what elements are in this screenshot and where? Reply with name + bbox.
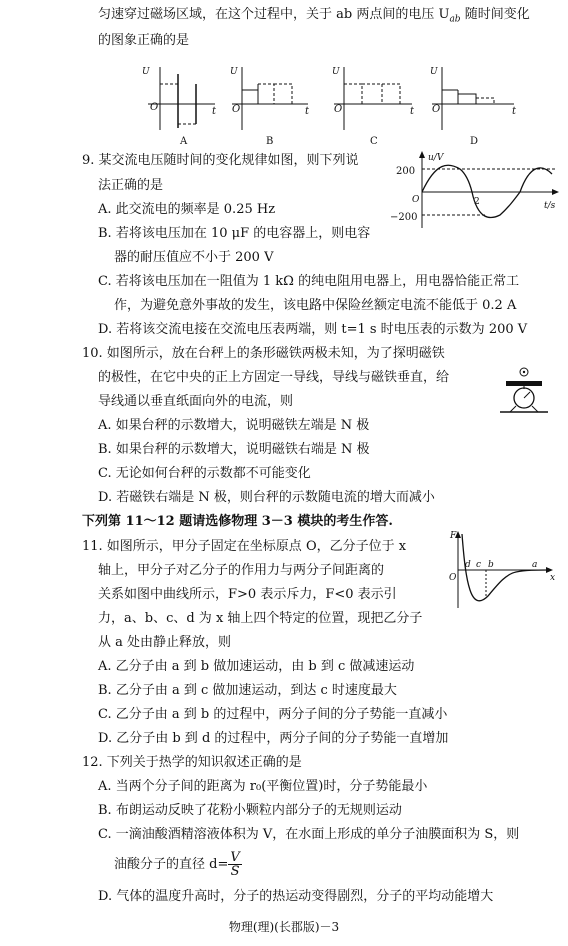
q11-stem-line4: 力，a、b、c、d 为 x 轴上四个特定的位置，现把乙分子 bbox=[98, 611, 423, 626]
q9-option-d: D. 若将该交流电接在交流电压表两端，则 t=1 s 时电压表的示数为 200 V bbox=[98, 322, 528, 337]
svg-text:O: O bbox=[432, 104, 441, 115]
q11-option-a: A. 乙分子由 a 到 b 做加速运动，由 b 到 c 做减速运动 bbox=[98, 659, 415, 674]
svg-text:C: C bbox=[370, 136, 378, 147]
svg-text:200: 200 bbox=[396, 166, 416, 177]
q10-option-d: D. 若磁铁右端是 N 极，则台秤的示数随电流的增大而减小 bbox=[98, 490, 435, 505]
svg-text:F: F bbox=[450, 531, 457, 541]
q8-stem-line1: 匀速穿过磁场区域，在这个过程中，关于 ab 两点间的电压 $U_{ab}$ 随时间变化 bbox=[98, 7, 530, 25]
q11-force-graph bbox=[446, 530, 556, 612]
q11-option-d: D. 乙分子由 b 到 d 的过程中，两分子间的分子势能一直增加 bbox=[98, 731, 449, 746]
q10-option-c: C. 无论如何台秤的示数都不可能变化 bbox=[98, 466, 311, 481]
q9-option-b-line2: 器的耐压值应不小于 200 V bbox=[114, 250, 274, 265]
svg-text:d: d bbox=[465, 560, 471, 570]
q9-option-c-line1: C. 若将该电压加在一阻值为 1 kΩ 的纯电阻用电器上，用电器恰能正常工 bbox=[98, 274, 520, 289]
q12-stem: 12. 下列关于热学的知识叙述正确的是 bbox=[82, 755, 302, 770]
q9-sine-graph bbox=[390, 150, 561, 232]
svg-text:c: c bbox=[476, 560, 482, 570]
svg-text:t/s: t/s bbox=[544, 201, 556, 211]
q9-stem-line1: 9. 某交流电压随时间的变化规律如图，则下列说 bbox=[82, 153, 359, 168]
q8-graph-a bbox=[140, 62, 220, 147]
q12-option-a: A. 当两个分子间的距离为 r₀(平衡位置)时，分子势能最小 bbox=[98, 779, 428, 794]
svg-text:a: a bbox=[532, 560, 538, 570]
q11-option-c: C. 乙分子由 a 到 b 的过程中，两分子间的分子势能一直减小 bbox=[98, 707, 448, 722]
svg-text:x: x bbox=[550, 573, 556, 583]
svg-text:O: O bbox=[232, 104, 241, 115]
q9-option-a: A. 此交流电的频率是 0.25 Hz bbox=[98, 202, 276, 217]
svg-text:u/V: u/V bbox=[428, 153, 444, 163]
svg-text:U: U bbox=[230, 67, 238, 77]
svg-text:−200: −200 bbox=[390, 212, 418, 223]
svg-text:O: O bbox=[150, 102, 159, 113]
q12-option-c-line2: 油酸分子的直径 d= $\frac{V}{S}$ bbox=[114, 850, 240, 879]
q10-option-b: B. 如果台秤的示数增大，说明磁铁右端是 N 极 bbox=[98, 442, 370, 457]
q8-graph-b bbox=[228, 62, 310, 147]
svg-text:t: t bbox=[410, 106, 415, 117]
q8-stem-line2: 的图象正确的是 bbox=[98, 33, 190, 48]
svg-text:U: U bbox=[142, 67, 150, 77]
q8-graph-d bbox=[428, 62, 518, 147]
q12-option-d: D. 气体的温度升高时，分子的热运动变得剧烈，分子的平均动能增大 bbox=[98, 889, 494, 904]
svg-text:t: t bbox=[305, 106, 310, 117]
q10-stem-line3: 导线通以垂直纸面向外的电流，则 bbox=[98, 394, 294, 409]
page-footer: 物理(理)(长郡版)－3 bbox=[228, 920, 340, 934]
q12-option-c-line1: C. 一滴油酸酒精溶液体积为 V，在水面上形成的单分子油膜面积为 S，则 bbox=[98, 827, 520, 842]
q12-option-b: B. 布朗运动反映了花粉小颗粒内部分子的无规则运动 bbox=[98, 803, 402, 818]
q9-stem-line2: 法正确的是 bbox=[98, 178, 164, 193]
q10-stem-line2: 的极性，在它中央的正上方固定一导线，导线与磁铁垂直，给 bbox=[98, 370, 450, 385]
svg-text:U: U bbox=[430, 67, 438, 77]
q10-stem-line1: 10. 如图所示，放在台秤上的条形磁铁两极未知，为了探明磁铁 bbox=[82, 346, 445, 361]
fraction-v-over-s: $\frac{V}{S}$ bbox=[230, 850, 240, 879]
svg-text:U: U bbox=[332, 67, 340, 77]
svg-text:O: O bbox=[412, 195, 420, 205]
q10-option-a: A. 如果台秤的示数增大，说明磁铁左端是 N 极 bbox=[98, 418, 370, 433]
svg-text:O: O bbox=[334, 104, 343, 115]
q11-stem-line3: 关系如图中曲线所示，F>0 表示斥力，F<0 表示引 bbox=[98, 587, 397, 602]
q11-option-b: B. 乙分子由 a 到 c 做加速运动，到达 c 时速度最大 bbox=[98, 683, 397, 698]
svg-text:A: A bbox=[180, 136, 188, 147]
q11-stem-line1: 11. 如图所示，甲分子固定在坐标原点 O，乙分子位于 x bbox=[82, 539, 407, 554]
q11-stem-line2: 轴上，甲分子对乙分子的作用力与两分子间距离的 bbox=[98, 563, 385, 578]
svg-text:2: 2 bbox=[474, 197, 480, 207]
q9-option-c-line2: 作，为避免意外事故的发生，该电路中保险丝额定电流不能低于 0.2 A bbox=[114, 298, 517, 313]
q11-stem-line5: 从 a 处由静止释放，则 bbox=[98, 635, 232, 650]
svg-text:t: t bbox=[512, 106, 517, 117]
svg-text:b: b bbox=[488, 560, 494, 570]
svg-text:O: O bbox=[449, 573, 457, 583]
svg-text:D: D bbox=[470, 136, 479, 147]
svg-text:t: t bbox=[212, 106, 217, 117]
section-heading: 下列第 11～12 题请选修物理 3－3 模块的考生作答. bbox=[82, 514, 393, 529]
q10-scale-diagram bbox=[494, 366, 554, 414]
q9-option-b-line1: B. 若将该电压加在 10 μF 的电容器上，则电容 bbox=[98, 226, 371, 241]
svg-text:B: B bbox=[266, 136, 274, 147]
q8-graph-c bbox=[330, 62, 415, 147]
